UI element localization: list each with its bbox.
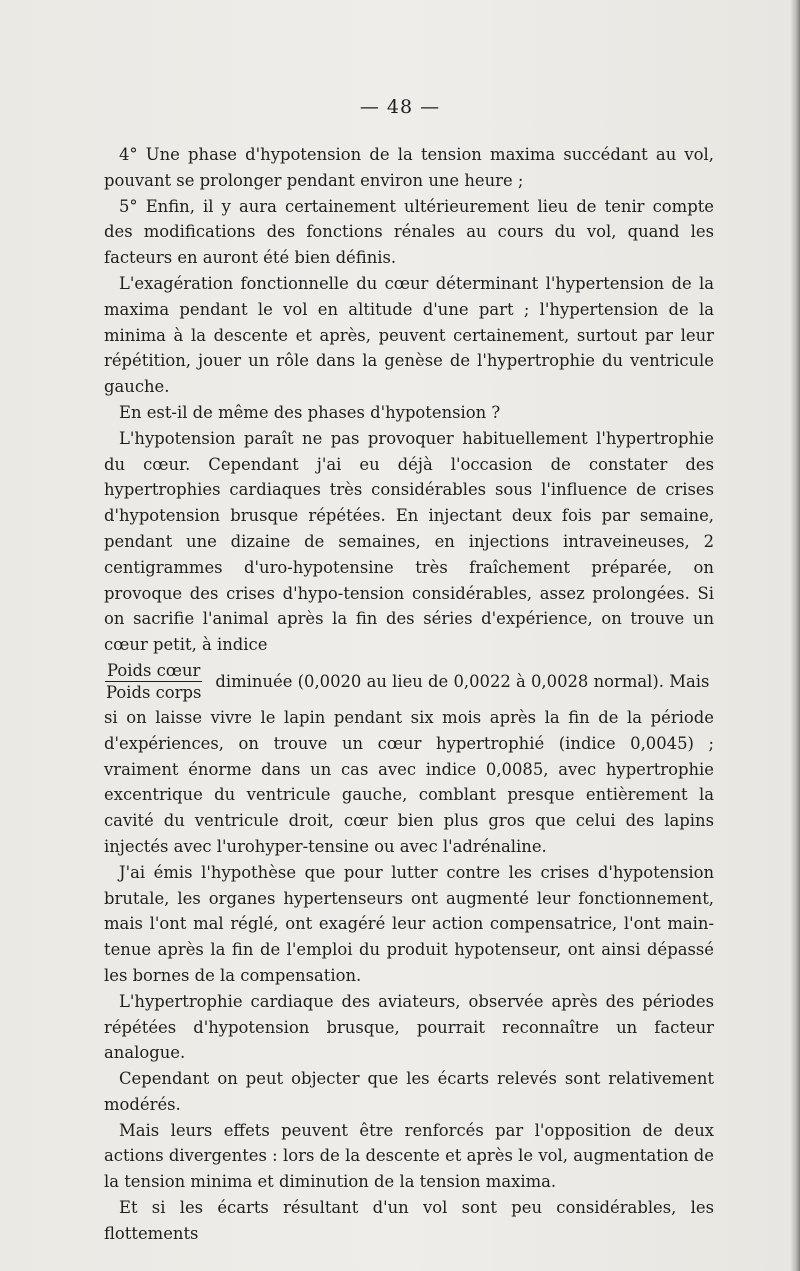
body-text (104, 142, 714, 1247)
fraction-numerator: Poids cœur (107, 660, 201, 680)
index-formula-line (104, 660, 714, 703)
page-edge-shadow (790, 0, 800, 1271)
formula-continuation: diminuée (0,0020 au lieu de 0,0022 à 0,0028 normal). Mais (215, 671, 710, 691)
fraction-denominator: Poids corps (106, 682, 202, 702)
paragraph-3: L'exagération fonctionnelle du cœur déterminant l'hypertension de la maxima pendant le vol en altitude d'une part ; l'hypertension de la minima à la descente et après, peuvent certainement, surtout par leur répétition, jouer un rôle dans la genèse de l'hypertrophie du ventricule gauche. (104, 273, 714, 397)
page-number: — 48 — (359, 96, 441, 118)
paragraph-2: 5° Enfin, il y aura certainement ultérieurement lieu de tenir compte des modifications des fonctions rénales au cours du vol, quand les facteurs en auront été bien définis. (104, 196, 714, 268)
paragraph-9: Mais leurs effets peuvent être renforcés par l'opposition de deux actions divergentes : lors de la descente et après le vol, augmentation de la tension minima et diminution de la tension maxima. (104, 1120, 714, 1192)
paragraph-8: Cependant on peut objecter que les écarts relevés sont relativement modérés. (104, 1069, 714, 1114)
paragraph-5-intro: L'hypotension paraît ne pas provoquer habituellement l'hypertrophie du cœur. Cependant j'ai eu déjà l'occasion de constater des hypertrophies cardiaques très considérables sous l'influence de crises d'hypotension brusque répétées. En injectant deux fois par semaine, pendant une dizaine de semaines, en injections intraveineuses, 2 centigrammes d'uro-hypotensine très fraîchement préparée, on provoque des crises d'hypo-tension considérables, assez prolongées. Si on sacrifie l'animal après la fin des séries d'expérience, on trouve un cœur petit, à indice (104, 428, 714, 655)
paragraph-10: Et si les écarts résultant d'un vol sont peu considérables, les flottements (104, 1198, 714, 1243)
weight-ratio-fraction (104, 660, 203, 703)
paragraph-7: L'hypertrophie cardiaque des aviateurs, observée après des périodes répétées d'hypotension brusque, pourrait reconnaître un facteur analogue. (104, 991, 714, 1063)
paragraph-1: 4° Une phase d'hypotension de la tension maxima succédant au vol, pouvant se prolonger pendant environ une heure ; (104, 145, 714, 190)
paragraph-5-continued: si on laisse vivre le lapin pendant six mois après la fin de la période d'expériences, on trouve un cœur hypertrophié (indice 0,0045) ; vraiment énorme dans un cas avec indice 0,0085, avec hypertrophie excentrique du ventricule gauche, comblant presque entièrement la cavité du ventricule droit, cœur bien plus gros que celui des lapins injectés avec l'urohyper-tensine ou avec l'adrénaline. (104, 707, 714, 856)
paragraph-4: En est-il de même des phases d'hypotension ? (119, 402, 501, 422)
paragraph-6: J'ai émis l'hypothèse que pour lutter contre les crises d'hypotension brutale, les organes hypertenseurs ont augmenté leur fonctionnement, mais l'ont mal réglé, ont exagéré leur action compensatrice, l'ont main-tenue après la fin de l'emploi du produit hypotenseur, ont ainsi dépassé les bornes de la compensation. (104, 862, 714, 985)
